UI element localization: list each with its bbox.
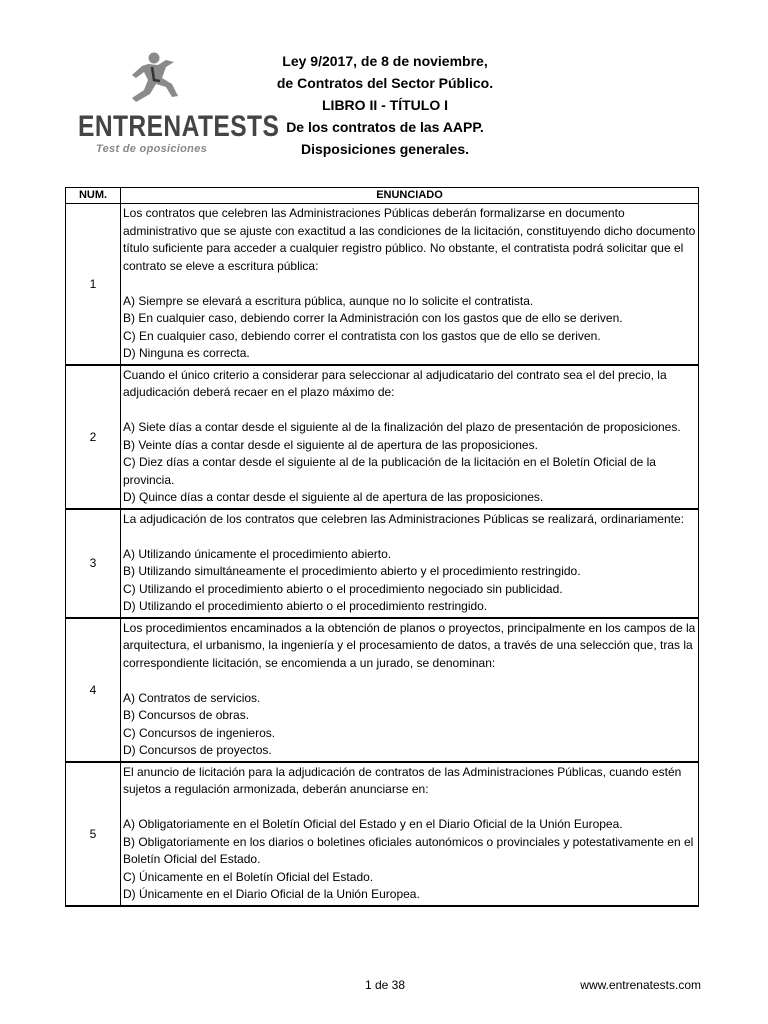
option-d: D) Utilizando el procedimiento abierto o el procedimiento restringido. bbox=[123, 599, 488, 613]
option-b: B) En cualquier caso, debiendo correr la Administración con los gastos que de ello se deriven. bbox=[123, 311, 623, 325]
option-a: A) Siete días a contar desde el siguiente al de la finalización del plazo de presentación de proposiciones. bbox=[123, 420, 681, 434]
table-row bbox=[66, 762, 699, 906]
option-d: D) Únicamente en el Diario Oficial de la Unión Europea. bbox=[123, 887, 420, 901]
option-a: A) Utilizando únicamente el procedimiento abierto. bbox=[123, 546, 392, 561]
option-b: B) Utilizando simultáneamente el procedimiento abierto y el procedimiento restringido. bbox=[123, 564, 581, 578]
table-row bbox=[66, 618, 699, 762]
question-text: Cuando el único criterio a considerar para seleccionar al adjudicatario del contrato sea el del precio, la adjudicación deberá recaer en el plazo máximo de: bbox=[123, 367, 667, 399]
option-d: D) Ninguna es correcta. bbox=[123, 346, 250, 360]
title-line: LIBRO II - TÍTULO I bbox=[322, 97, 448, 113]
option-c: C) Únicamente en el Boletín Oficial del Estado. bbox=[123, 869, 374, 884]
questions-table bbox=[65, 187, 699, 907]
option-b: B) Veinte días a contar desde el siguiente al de apertura de las proposiciones. bbox=[123, 437, 538, 452]
option-d: D) Quince días a contar desde el siguiente al de apertura de las proposiciones. bbox=[123, 490, 544, 504]
header-num: NUM. bbox=[66, 188, 121, 204]
option-d: D) Concursos de proyectos. bbox=[123, 743, 272, 757]
question-text: Los contratos que celebren las Administraciones Públicas deberán formalizarse en documento administrativo que se ajuste con exactitud a las condiciones de la licitación, constituyendo dicho documento título suficiente para acceder a cualquier registro público. No obstante, el contratista podrá solicitar que el contrato se eleve a escritura pública: bbox=[123, 206, 696, 273]
table-row bbox=[66, 204, 699, 365]
footer-url[interactable]: www.entrenatests.com bbox=[580, 978, 701, 992]
runner-icon bbox=[114, 50, 198, 112]
question-text: El anuncio de licitación para la adjudicación de contratos de las Administraciones Públicas, cuando estén sujetos a regulación armonizada, deberán anunciarse en: bbox=[123, 764, 682, 796]
option-a: A) Obligatoriamente en el Boletín Oficial del Estado y en el Diario Oficial de la Unión Europea. bbox=[123, 817, 623, 831]
question-cell bbox=[121, 204, 699, 365]
title-line: de Contratos del Sector Público. bbox=[276, 75, 494, 91]
page-number: 1 de 38 bbox=[364, 978, 406, 992]
table-row bbox=[66, 509, 699, 618]
question-number: 1 bbox=[66, 204, 121, 365]
logo-tagline: Test de oposiciones bbox=[96, 143, 208, 155]
title-line: Ley 9/2017, de 8 de noviembre, bbox=[282, 53, 488, 69]
table-header-row bbox=[66, 188, 699, 204]
document-title bbox=[240, 50, 530, 160]
question-cell bbox=[121, 762, 699, 906]
option-c: C) Concursos de ingenieros. bbox=[123, 725, 276, 740]
question-number: 5 bbox=[66, 762, 121, 906]
logo-name: ENTRENATESTS bbox=[78, 110, 280, 143]
question-cell bbox=[121, 509, 699, 618]
option-a: A) Contratos de servicios. bbox=[123, 690, 261, 705]
question-cell bbox=[121, 365, 699, 509]
question-number: 4 bbox=[66, 618, 121, 762]
title-line: De los contratos de las AAPP. bbox=[286, 119, 484, 135]
option-c: C) Utilizando el procedimiento abierto o el procedimiento negociado sin publicidad. bbox=[123, 581, 563, 596]
option-b: B) Concursos de obras. bbox=[123, 708, 250, 722]
header-statement: ENUNCIADO bbox=[121, 188, 699, 204]
logo bbox=[74, 50, 280, 160]
question-text: Los procedimientos encaminados a la obtención de planos o proyectos, principalmente en los campos de la arquitectura, el urbanismo, la ingeniería y el procesamiento de datos, a través de una selección que, tras la correspondiente licitación, se encomienda a un jurado, se denominan: bbox=[123, 620, 696, 670]
question-cell bbox=[121, 618, 699, 762]
title-line: Disposiciones generales. bbox=[300, 141, 470, 157]
question-number: 2 bbox=[66, 365, 121, 509]
question-number: 3 bbox=[66, 509, 121, 618]
table-row bbox=[66, 365, 699, 509]
option-c: C) Diez días a contar desde el siguiente al de la publicación de la licitación en el Boletín Oficial de la provincia. bbox=[123, 455, 656, 487]
question-text: La adjudicación de los contratos que celebren las Administraciones Públicas se realizará, ordinariamente: bbox=[123, 511, 684, 526]
option-a: A) Siempre se elevará a escritura pública, aunque no lo solicite el contratista. bbox=[123, 293, 534, 308]
option-b: B) Obligatoriamente en los diarios o boletines oficiales autonómicos o provinciales y potestativamente en el Boletín Oficial del Estado. bbox=[123, 834, 694, 866]
option-c: C) En cualquier caso, debiendo correr el contratista con los gastos que de ello se deriven. bbox=[123, 328, 601, 343]
